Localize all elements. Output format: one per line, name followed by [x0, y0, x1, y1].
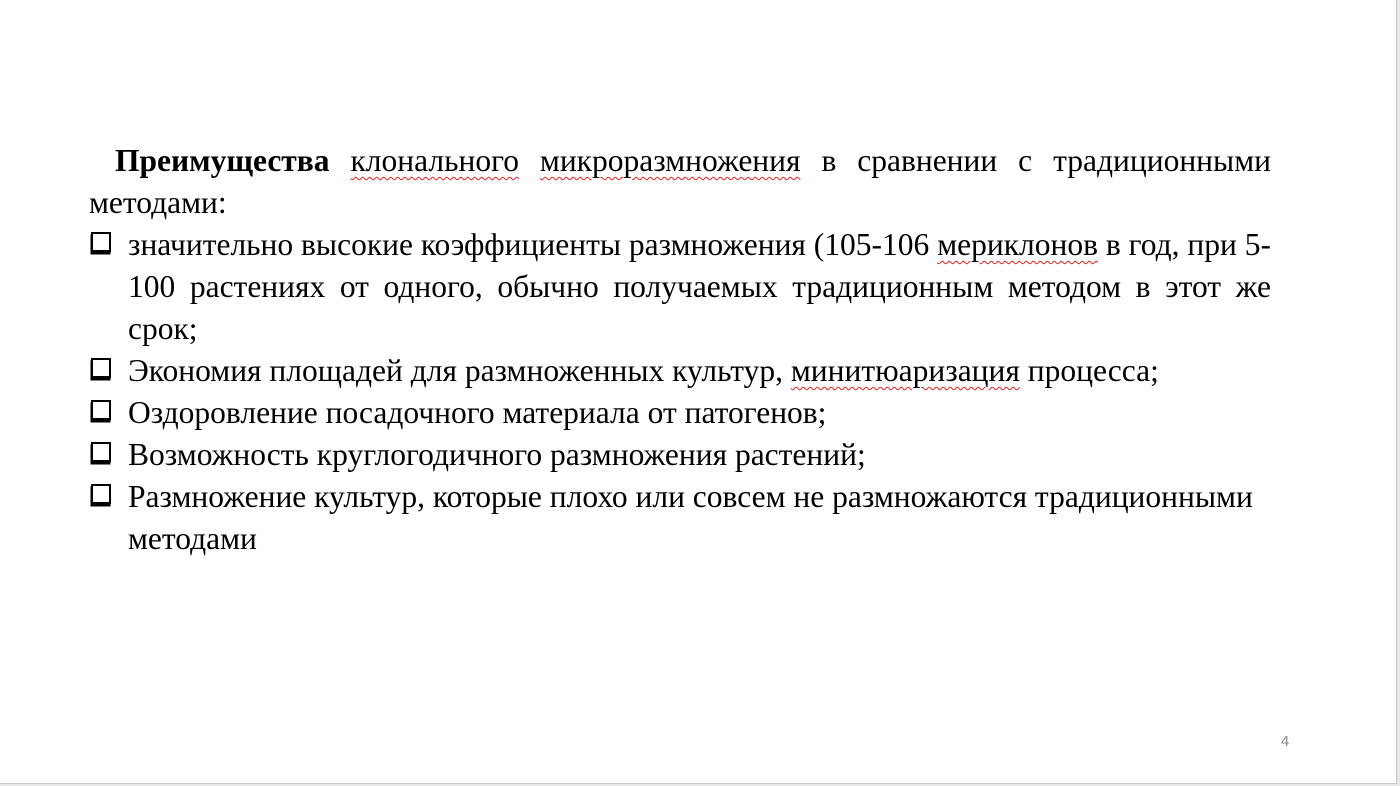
checkbox-square-icon	[90, 441, 114, 465]
list-item	[89, 350, 1271, 392]
checkbox-square-icon	[90, 399, 114, 423]
checkbox-square-icon	[90, 483, 114, 507]
checkbox-square-icon	[90, 231, 114, 255]
list-item	[89, 476, 1271, 560]
intro-paragraph	[89, 140, 1271, 224]
page-number: 4	[1280, 733, 1290, 750]
slide-body	[89, 140, 1271, 560]
intro-word-mikrorazmnozheniya: микроразмножения	[539, 143, 801, 178]
list-item-text	[128, 353, 1159, 388]
list-item	[89, 434, 1271, 476]
list-item-text-part: процесса;	[1019, 353, 1159, 388]
list-item-flagged-word: минитюаризация	[790, 353, 1020, 388]
intro-word-klonalnogo: клонального	[350, 143, 519, 178]
list-item-text	[128, 224, 1271, 350]
list-item-flagged-word: мериклонов	[937, 227, 1098, 262]
list-item-text: Оздоровление посадочного материала от патогенов;	[128, 395, 827, 430]
list-item-text-part: в год, при 5-100 растениях от одного, обычно получаемых традиционным методом в этот же срок;	[128, 227, 1271, 346]
intro-bold-word: Преимущества	[115, 143, 330, 178]
list-item	[89, 392, 1271, 434]
list-item	[89, 224, 1271, 350]
list-item-text-part: значительно высокие коэффициенты размножения (105-106	[128, 227, 938, 262]
list-item-text: Возможность круглогодичного размножения растений;	[128, 437, 866, 472]
list-item-text-part: Экономия площадей для размноженных культур,	[128, 353, 791, 388]
advantages-list	[89, 224, 1271, 560]
intro-rest: в сравнении с традиционными методами:	[89, 143, 1271, 220]
checkbox-square-icon	[90, 357, 114, 381]
list-item-text: Размножение культур, которые плохо или совсем не размножаются традиционными методами	[128, 479, 1253, 556]
